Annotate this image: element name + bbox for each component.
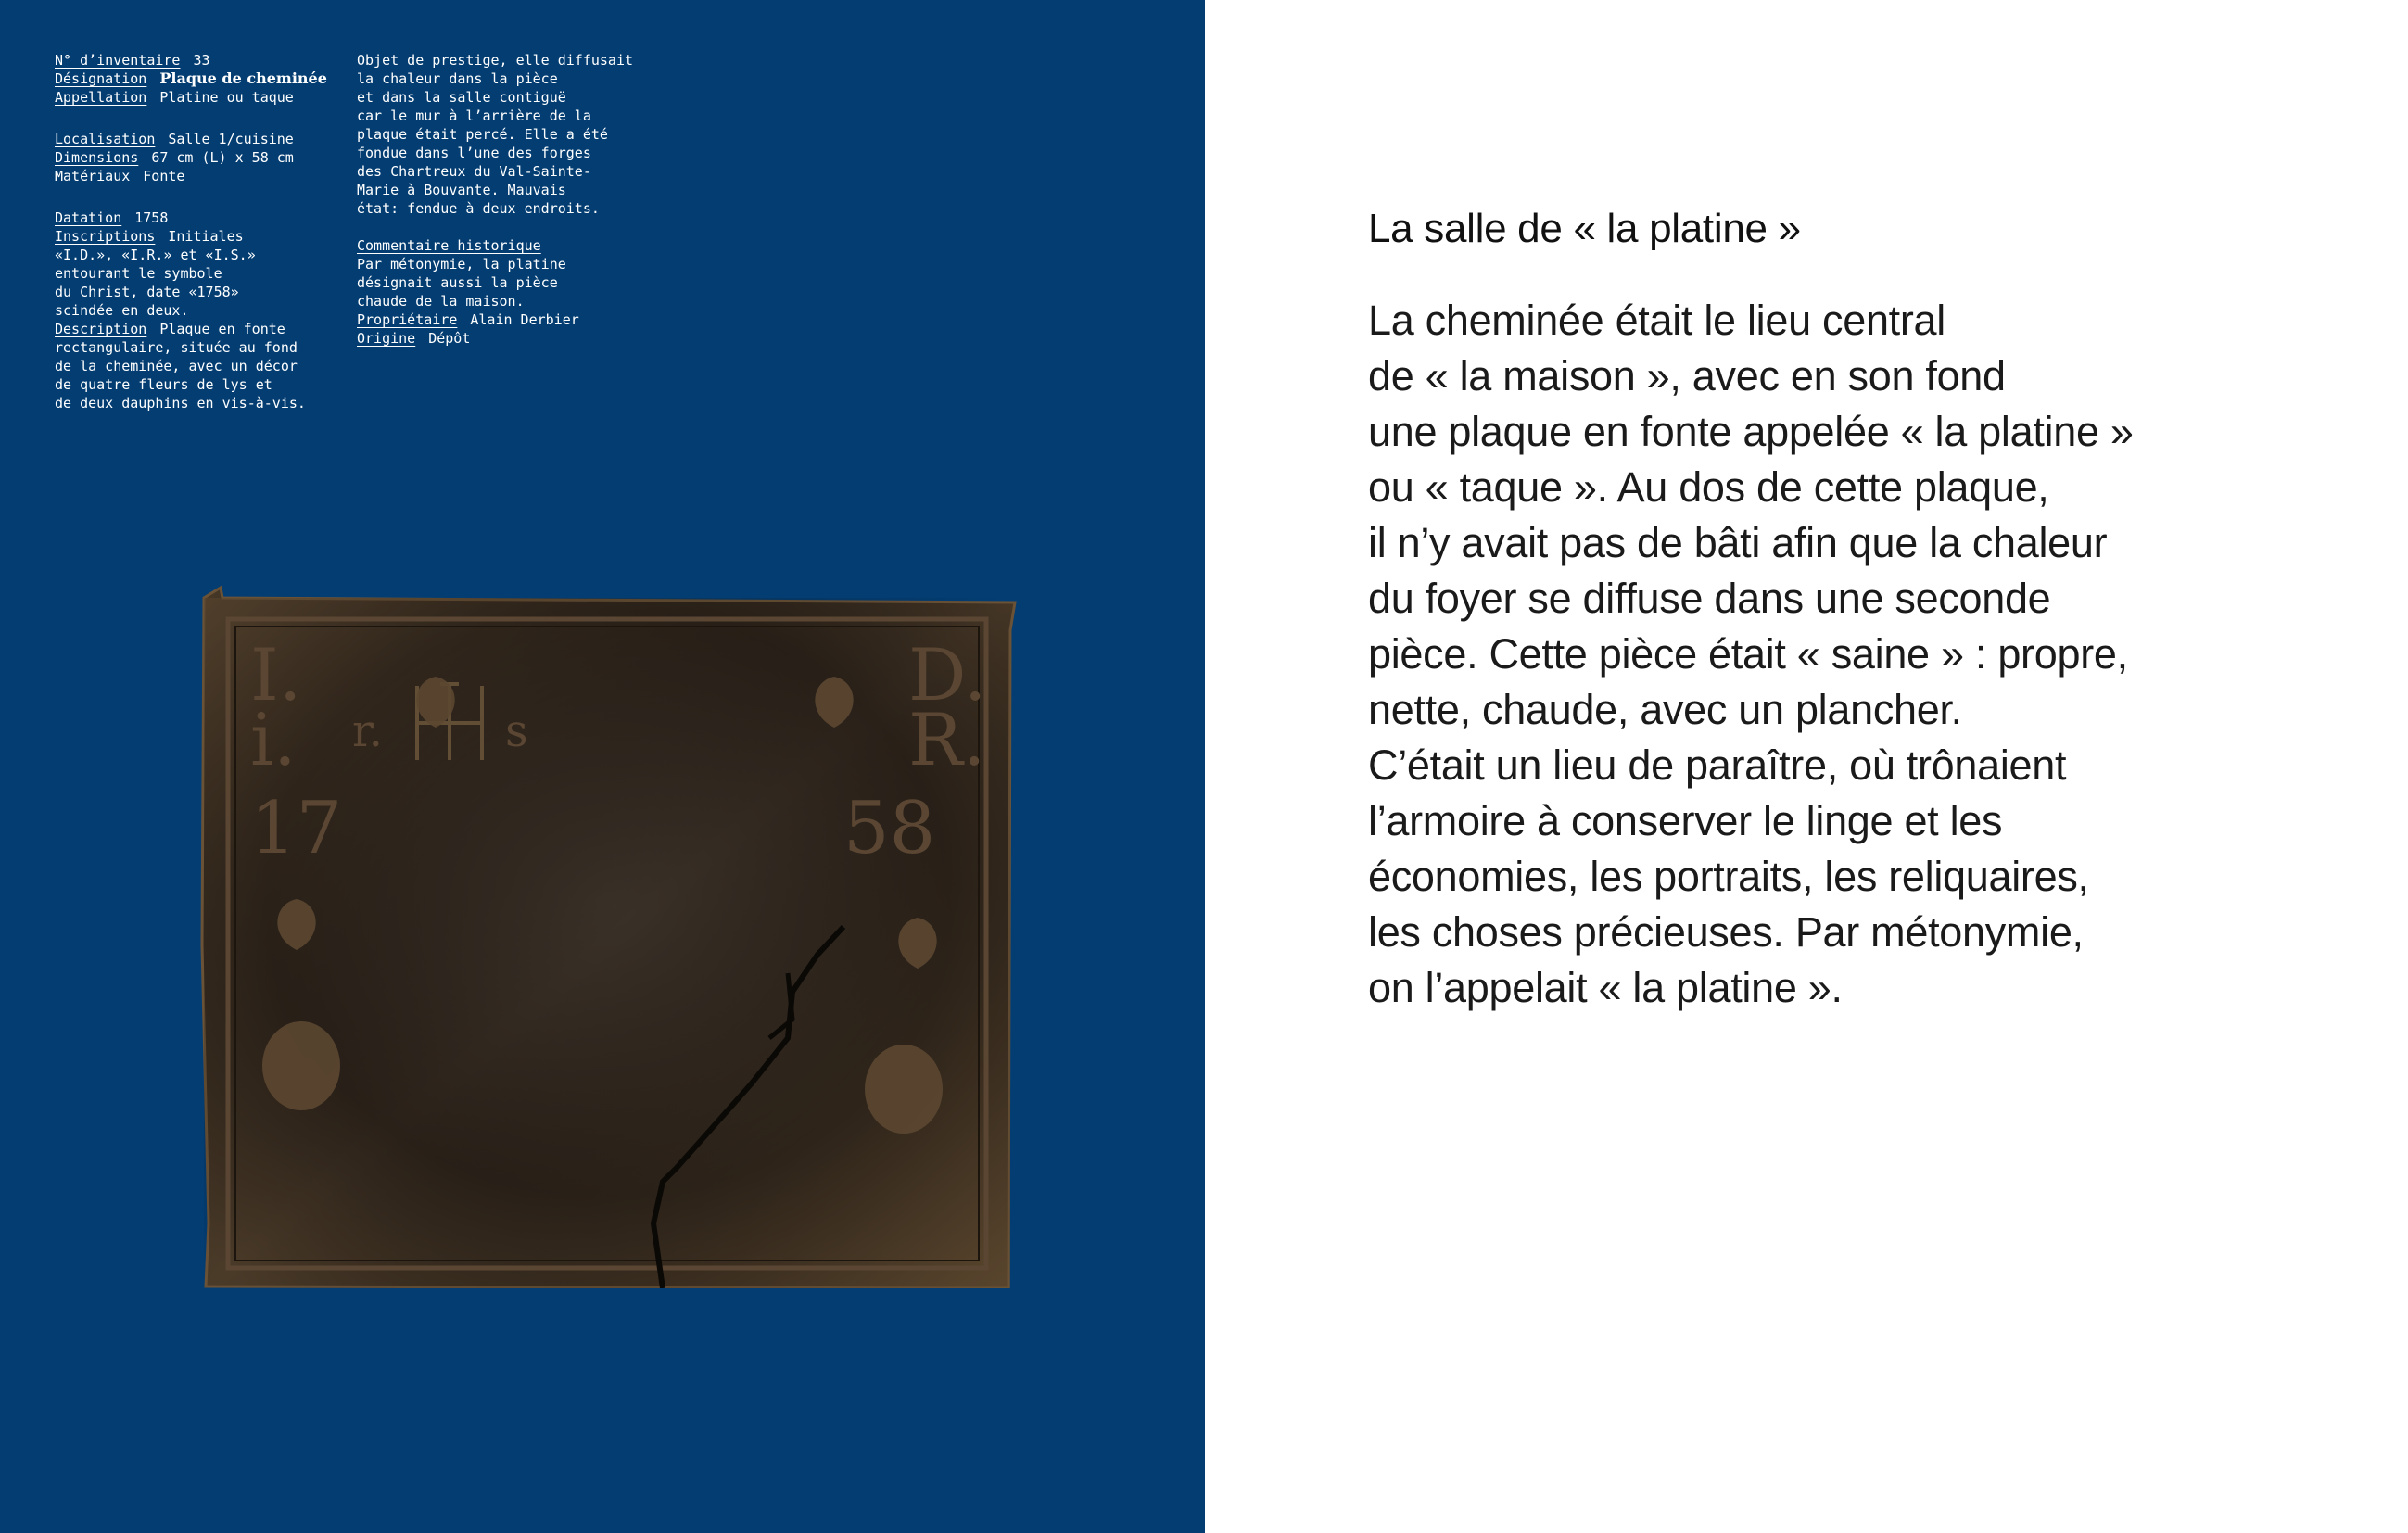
inventory-sheet-notes (357, 51, 653, 348)
article-title: La salle de « la platine » (1368, 206, 1801, 251)
commentaire-label-row (357, 236, 653, 255)
localisation-label: Localisation (55, 131, 156, 147)
proprietaire-label: Propriétaire (357, 311, 458, 328)
designation-label: Désignation (55, 70, 147, 87)
localisation-value: Salle 1/cuisine (168, 131, 294, 147)
inscriptions-label: Inscriptions (55, 228, 156, 245)
svg-text:58: 58 (843, 787, 936, 870)
svg-text:17: 17 (250, 787, 343, 870)
datation-label: Datation (55, 209, 122, 226)
svg-text:R.: R. (908, 699, 986, 782)
origine-label: Origine (357, 330, 416, 347)
fireback-plate-illustration (195, 575, 1018, 1288)
article-body: La cheminée était le lieu central de « la maison », avec en son fond une plaque en fonte appelée « la platine » ou « taque ». Au dos de cette plaque, il n’y avait pas de bâti afin que la chaleur du foyer se diffuse dans une seconde pièce. Cette pièce était « saine » : propre, nette, chaude, avec un plancher. C’était un lieu de paraître, où trônaient l’armoire à conserver le linge et les économies, les portraits, les reliquaires, les choses précieuses. Par métonymie, on l’appelait « la platine ». (1368, 297, 2134, 1011)
appellation-row (55, 88, 333, 107)
designation-value: Plaque de cheminée (159, 70, 327, 87)
inventory-label: N° d’inventaire (55, 52, 181, 69)
dimensions-label: Dimensions (55, 149, 139, 166)
appellation-label: Appellation (55, 89, 147, 106)
state-text: Objet de prestige, elle diffusait la chaleur dans la pièce et dans la salle contiguë car le mur à l’arrière de la plaque était percé. Elle a été fondue dans l’une des forges des Chartreux du Val-Sainte- Marie à Bouvante. Mauvais état: fendue à deux endroits. (357, 52, 634, 217)
localisation-row (55, 130, 333, 148)
appellation-value: Platine ou taque (159, 89, 294, 106)
svg-text:r.: r. (352, 705, 383, 757)
svg-text:i.: i. (250, 699, 297, 782)
designation-row (55, 70, 333, 88)
description-value: Plaque en fonte rectangulaire, située au fond de la cheminée, avec un décor de quatre fleurs de lys et de deux dauphins en vis-à-vis. (55, 321, 306, 412)
description-row (55, 320, 333, 412)
white-panel (1205, 0, 2408, 1533)
inscriptions-value: Initiales «I.D.», «I.R.» et «I.S.» entourant le symbole du Christ, date «1758» scindée en deux. (55, 228, 256, 319)
dimensions-value: 67 cm (L) x 58 cm (151, 149, 294, 166)
datation-value: 1758 (134, 209, 169, 226)
svg-text:D.: D. (908, 634, 987, 717)
description-label: Description (55, 321, 147, 337)
materiaux-row (55, 167, 333, 185)
commentaire-label: Commentaire historique (357, 237, 541, 254)
dimensions-row (55, 148, 333, 167)
materiaux-label: Matériaux (55, 168, 131, 184)
proprietaire-value: Alain Derbier (470, 311, 579, 328)
origine-value: Dépôt (428, 330, 471, 347)
proprietaire-row (357, 310, 653, 329)
inventory-row (55, 51, 333, 70)
svg-text:s: s (505, 705, 528, 757)
datation-row (55, 209, 333, 227)
inventory-value: 33 (193, 52, 210, 69)
commentaire-value: Par métonymie, la platine désignait aussi la pièce chaude de la maison. (357, 256, 566, 310)
inventory-sheet (55, 51, 333, 412)
inscriptions-row (55, 227, 333, 320)
origine-row (357, 329, 653, 348)
svg-text:I.: I. (250, 634, 302, 717)
materiaux-value: Fonte (143, 168, 185, 184)
fireback-plate-photo (195, 575, 1018, 1288)
